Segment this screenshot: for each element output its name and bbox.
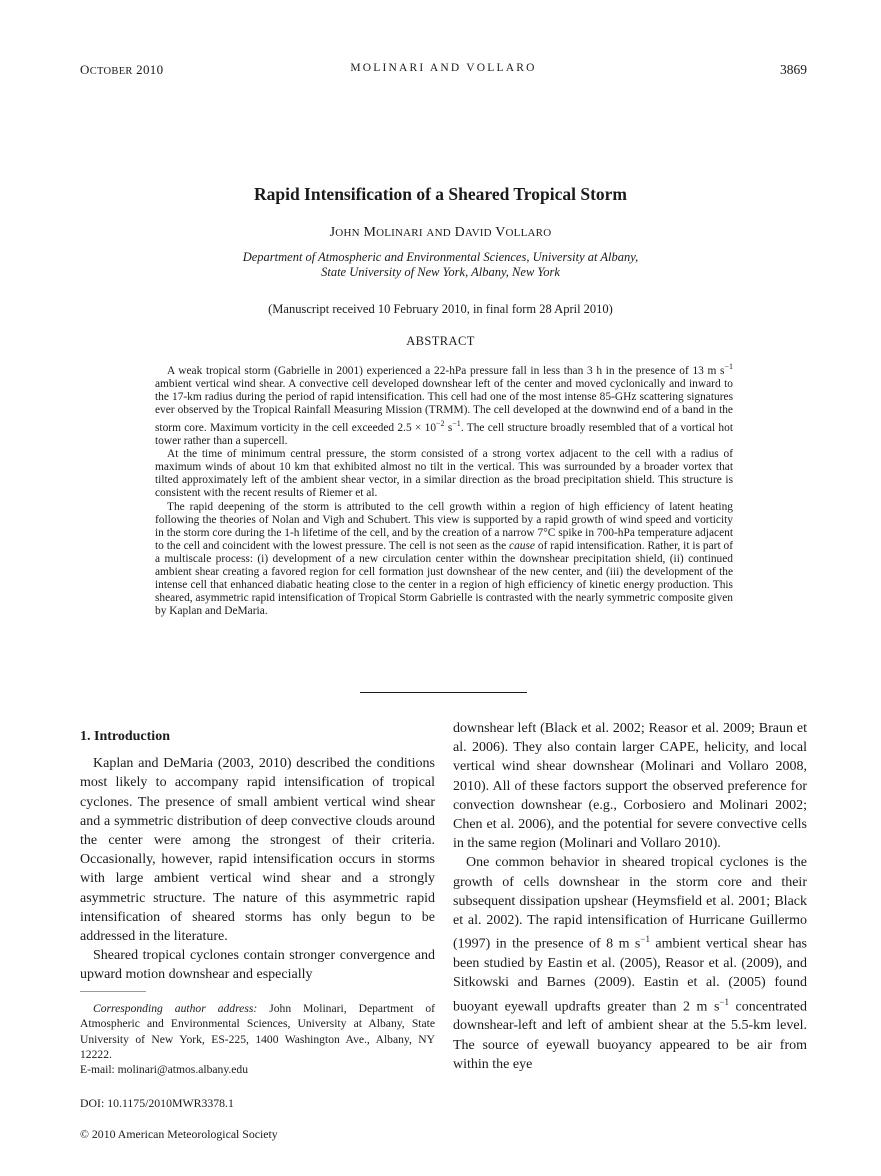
body-paragraph: One common behavior in sheared tropical cyclones is the growth of cells downshear in the storm core and their subsequent dissipation upshear (Heymsfield et al. 2001; Black et al. 2002). The rapid intensification of Hurricane Guillermo (1997) in the presence of 8 m $s^{-1}$ ambient vertical shear has been studied by Eastin et al. (2005), Reasor et al. (2009), and Sitkowski and Barnes (2009). Eastin et al. (2005) found buoyant eyewall updrafts greater than 2 m $s^{-1}$ concentrated downshear-left and left of ambient shear at the 5.5-km level. The source of eyewall buoyancy appeared to be air from within the eye bbox=[453, 855, 807, 1072]
body-paragraph: Kaplan and DeMaria (2003, 2010) described the conditions most likely to accompany rapid intensification of tropical cyclones. The presence of small ambient vertical wind shear and a symmetric distribution of deep convective clouds around the center were among the strongest of their criteria. Occasionally, however, rapid intensification occurs in storms with large ambient vertical wind shear and a strongly asymmetric structure. The nature of this asymmetric rapid intensification of sheared storms has only begun to be addressed in the literature. bbox=[80, 756, 435, 945]
doi[interactable]: DOI: 10.1175/2010MWR3378.1 bbox=[80, 1096, 234, 1110]
abstract-paragraph: The rapid deepening of the storm is attributed to the cell growth within a region of high efficiency of latent heating following the theories of Nolan and Vigh and Schubert. This view is supported by a rapid growth of wind speed and vorticity in the storm core during the 1-h lifetime of the cell, and by the creation of a narrow 7°C spike in 700-hPa temperature adjacent to the cell and coincident with the lowest pressure. The cell is not seen as the cause of rapid intensification. Rather, it is part of a multiscale process: (i) development of a new circulation center within the downshear precipitation shield, (ii) continued ambient shear creating a favored region for cell formation just downshear of the new center, and (iii) the development of the intense cell that enhanced diabatic heating close to the center in a region of high efficiency of kinetic energy production. This sheared, asymmetric rapid intensification of Tropical Storm Gabrielle is contrasted with the nearly symmetric composite given by Kaplan and DeMaria. bbox=[155, 500, 734, 618]
section-divider bbox=[360, 692, 527, 693]
abstract-paragraph: A weak tropical storm (Gabrielle in 2001) experienced a 22-hPa pressure fall in less than 3 h in the presence of 13 m $s^{-1}$ ambient vertical wind shear. A convective cell developed downshear left of the center and moved cyclonically and inward to the 17-km radius during the period of rapid intensification. This cell had one of the most intense 85-GHz scattering signatures ever observed by the Tropical Rainfall Measuring Mission (TRMM). The cell developed at the downwind end of a band in the storm core. Maximum vorticity in the cell exceeded $2.5 \times 10^{-2}$ $s^{-1}$. The cell structure broadly resembled that of a vortical hot tower rather than a supercell. bbox=[155, 362, 733, 448]
right-column bbox=[453, 719, 807, 1074]
affiliation: Department of Atmospheric and Environmental Sciences, University at Albany, State University of New York, Albany, New York bbox=[242, 250, 639, 279]
footnote: Corresponding author address: John Molinari, Department of Atmospheric and Environmental Sciences, University at Albany, State University of New York, ES-225, 1400 Washington Ave., Albany, NY 12222. E-mail: molinari@atmos.albany.edu bbox=[80, 1002, 435, 1077]
running-header bbox=[80, 62, 807, 80]
copyright: © 2010 American Meteorological Society bbox=[80, 1127, 278, 1141]
body-paragraph: Sheared tropical cyclones contain stronger convergence and upward motion downshear and especially bbox=[80, 948, 435, 983]
abstract-paragraph: At the time of minimum central pressure, the storm consisted of a strong vortex adjacent to the cell with a radius of maximum winds of about 10 km that exhibited almost no tilt in the vertical. This was surrounded by a broader vortex that tilted approximately left of the ambient shear vector, in a similar direction as the broad precipitation shield. This structure is consistent with the recent results of Riemer et al. bbox=[155, 448, 733, 500]
footnote-divider bbox=[80, 991, 146, 992]
page-number: 3869 bbox=[780, 62, 807, 77]
header-running-title: MOLINARI AND VOLLARO bbox=[350, 62, 537, 74]
author-email[interactable]: E-mail: molinari@atmos.albany.edu bbox=[80, 1063, 249, 1077]
abstract-heading: ABSTRACT bbox=[406, 334, 475, 348]
section-heading: 1. Introduction bbox=[80, 729, 170, 744]
body-paragraph: downshear left (Black et al. 2002; Reasor et al. 2009; Braun et al. 2006). They also contain larger CAPE, helicity, and local vertical wind shear downshear (Molinari and Vollaro 2008, 2010). All of these factors support the observed preference for convection downshear (e.g., Corbosiero and Molinari 2002; Chen et al. 2006), and the potential for severe convective cells in the same region (Molinari and Vollaro 2010). bbox=[453, 721, 807, 852]
manuscript-dates: (Manuscript received 10 February 2010, in final form 28 April 2010) bbox=[268, 302, 613, 316]
abstract-body bbox=[155, 360, 733, 618]
paper-title: Rapid Intensification of a Sheared Tropical Storm bbox=[253, 184, 628, 204]
left-column bbox=[80, 727, 435, 985]
author-list: JOHN MOLINARI AND DAVID VOLLARO bbox=[329, 225, 552, 240]
header-date: OCTOBER 2010 bbox=[80, 62, 164, 77]
